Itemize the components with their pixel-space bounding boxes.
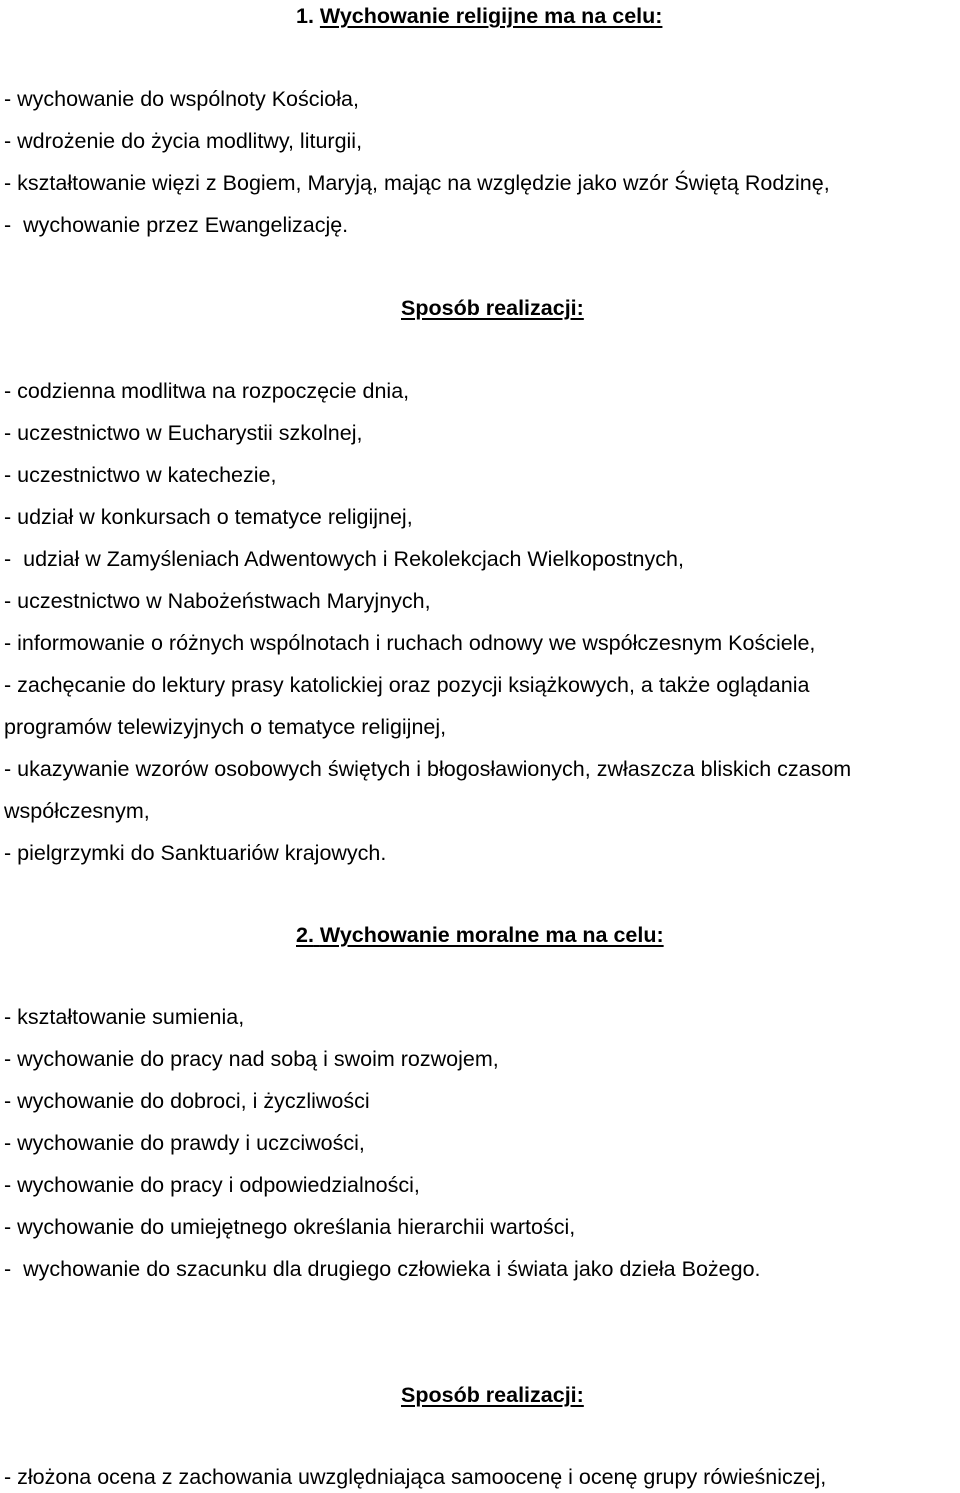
list-item: - pielgrzymki do Sanktuariów krajowych. bbox=[4, 841, 387, 865]
section-2-number: 2. bbox=[296, 923, 314, 947]
section-2-methods-heading: Sposób realizacji: bbox=[401, 1383, 584, 1407]
list-item: współczesnym, bbox=[4, 799, 150, 823]
list-item: - wychowanie przez Ewangelizację. bbox=[4, 213, 349, 237]
list-item: - udział w konkursach o tematyce religijnej, bbox=[4, 505, 413, 529]
list-item: - uczestnictwo w Nabożeństwach Maryjnych, bbox=[4, 589, 431, 613]
list-item: - wdrożenie do życia modlitwy, liturgii, bbox=[4, 129, 363, 153]
section-1-number: 1. bbox=[296, 4, 314, 28]
list-item: - wychowanie do szacunku dla drugiego człowieka i świata jako dzieła Bożego. bbox=[4, 1257, 761, 1281]
list-item: programów telewizyjnych o tematyce religijnej, bbox=[4, 715, 447, 739]
list-item: - wychowanie do pracy nad sobą i swoim rozwojem, bbox=[4, 1047, 499, 1071]
list-item: - wychowanie do umiejętnego określania hierarchii wartości, bbox=[4, 1215, 576, 1239]
list-item: - codzienna modlitwa na rozpoczęcie dnia, bbox=[4, 379, 410, 403]
list-item: - wychowanie do dobroci, i życzliwości bbox=[4, 1089, 370, 1113]
section-1-title: Wychowanie religijne ma na celu: bbox=[319, 4, 663, 28]
list-item: - zachęcanie do lektury prasy katolickiej oraz pozycji książkowych, a także oglądania bbox=[4, 673, 810, 697]
section-2-title: Wychowanie moralne ma na celu: bbox=[319, 923, 664, 947]
list-item: - kształtowanie sumienia, bbox=[4, 1005, 245, 1029]
list-item: - kształtowanie więzi z Bogiem, Maryją, mając na względzie jako wzór Świętą Rodzinę, bbox=[4, 171, 830, 195]
list-item: - uczestnictwo w katechezie, bbox=[4, 463, 277, 487]
list-item: - udział w Zamyśleniach Adwentowych i Rekolekcjach Wielkopostnych, bbox=[4, 547, 684, 571]
section-1-heading bbox=[296, 2, 662, 30]
list-item: - informowanie o różnych wspólnotach i ruchach odnowy we współczesnym Kościele, bbox=[4, 631, 816, 655]
list-item: - złożona ocena z zachowania uwzględniająca samoocenę i ocenę grupy rówieśniczej, bbox=[4, 1465, 827, 1489]
section-1-methods-heading: Sposób realizacji: bbox=[401, 296, 584, 320]
list-item: - ukazywanie wzorów osobowych świętych i błogosławionych, zwłaszcza bliskich czasom bbox=[4, 757, 852, 781]
section-2-heading bbox=[296, 921, 664, 949]
list-item: - wychowanie do pracy i odpowiedzialności, bbox=[4, 1173, 420, 1197]
list-item: - wychowanie do prawdy i uczciwości, bbox=[4, 1131, 365, 1155]
list-item: - wychowanie do wspólnoty Kościoła, bbox=[4, 87, 359, 111]
list-item: - uczestnictwo w Eucharystii szkolnej, bbox=[4, 421, 363, 445]
